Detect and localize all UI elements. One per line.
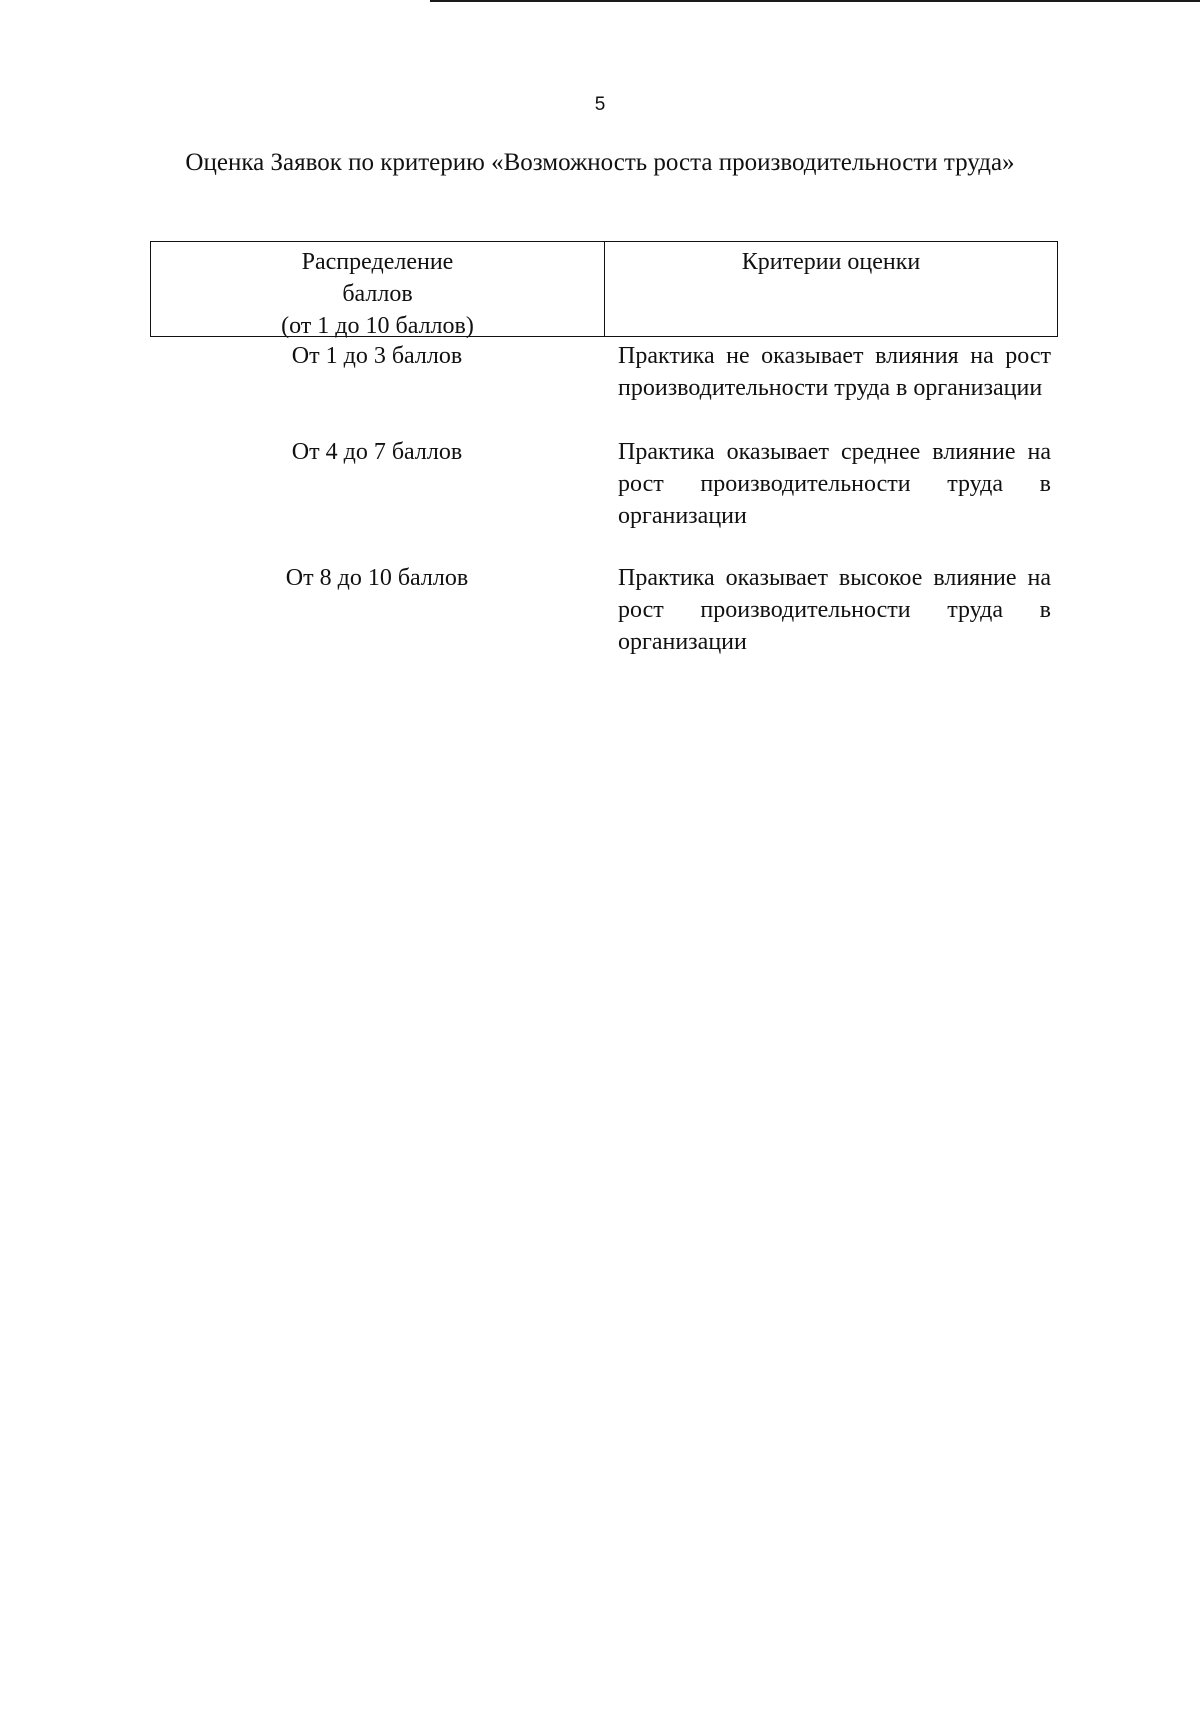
criteria-table-body — [150, 340, 1058, 688]
top-border-line — [430, 0, 1200, 2]
score-header-line: Распределение — [301, 249, 454, 275]
evaluation-criteria-header: Критерии оценки — [741, 249, 921, 275]
criteria-table-header — [150, 241, 1058, 337]
page-number: 5 — [594, 94, 606, 115]
score-range: От 4 до 7 баллов — [291, 439, 463, 465]
criterion-description: Практика оказывает среднее влияние на рост производительности труда в организации — [618, 439, 1051, 529]
criterion-description: Практика не оказывает влияния на рост производительности труда в организации — [618, 343, 1051, 401]
table-row — [150, 562, 1058, 658]
table-row — [150, 436, 1058, 532]
table-row — [150, 340, 1058, 404]
document-title: Оценка Заявок по критерию «Возможность роста производительности труда» — [185, 149, 1015, 176]
criterion-description: Практика оказывает высокое влияние на рост производительности труда в организации — [618, 565, 1051, 655]
score-range: От 1 до 3 баллов — [291, 343, 463, 369]
score-distribution-header — [151, 242, 605, 339]
score-header-line: (от 1 до 10 баллов) — [281, 313, 474, 339]
score-header-line: баллов — [342, 281, 413, 307]
score-range: От 8 до 10 баллов — [285, 565, 469, 591]
